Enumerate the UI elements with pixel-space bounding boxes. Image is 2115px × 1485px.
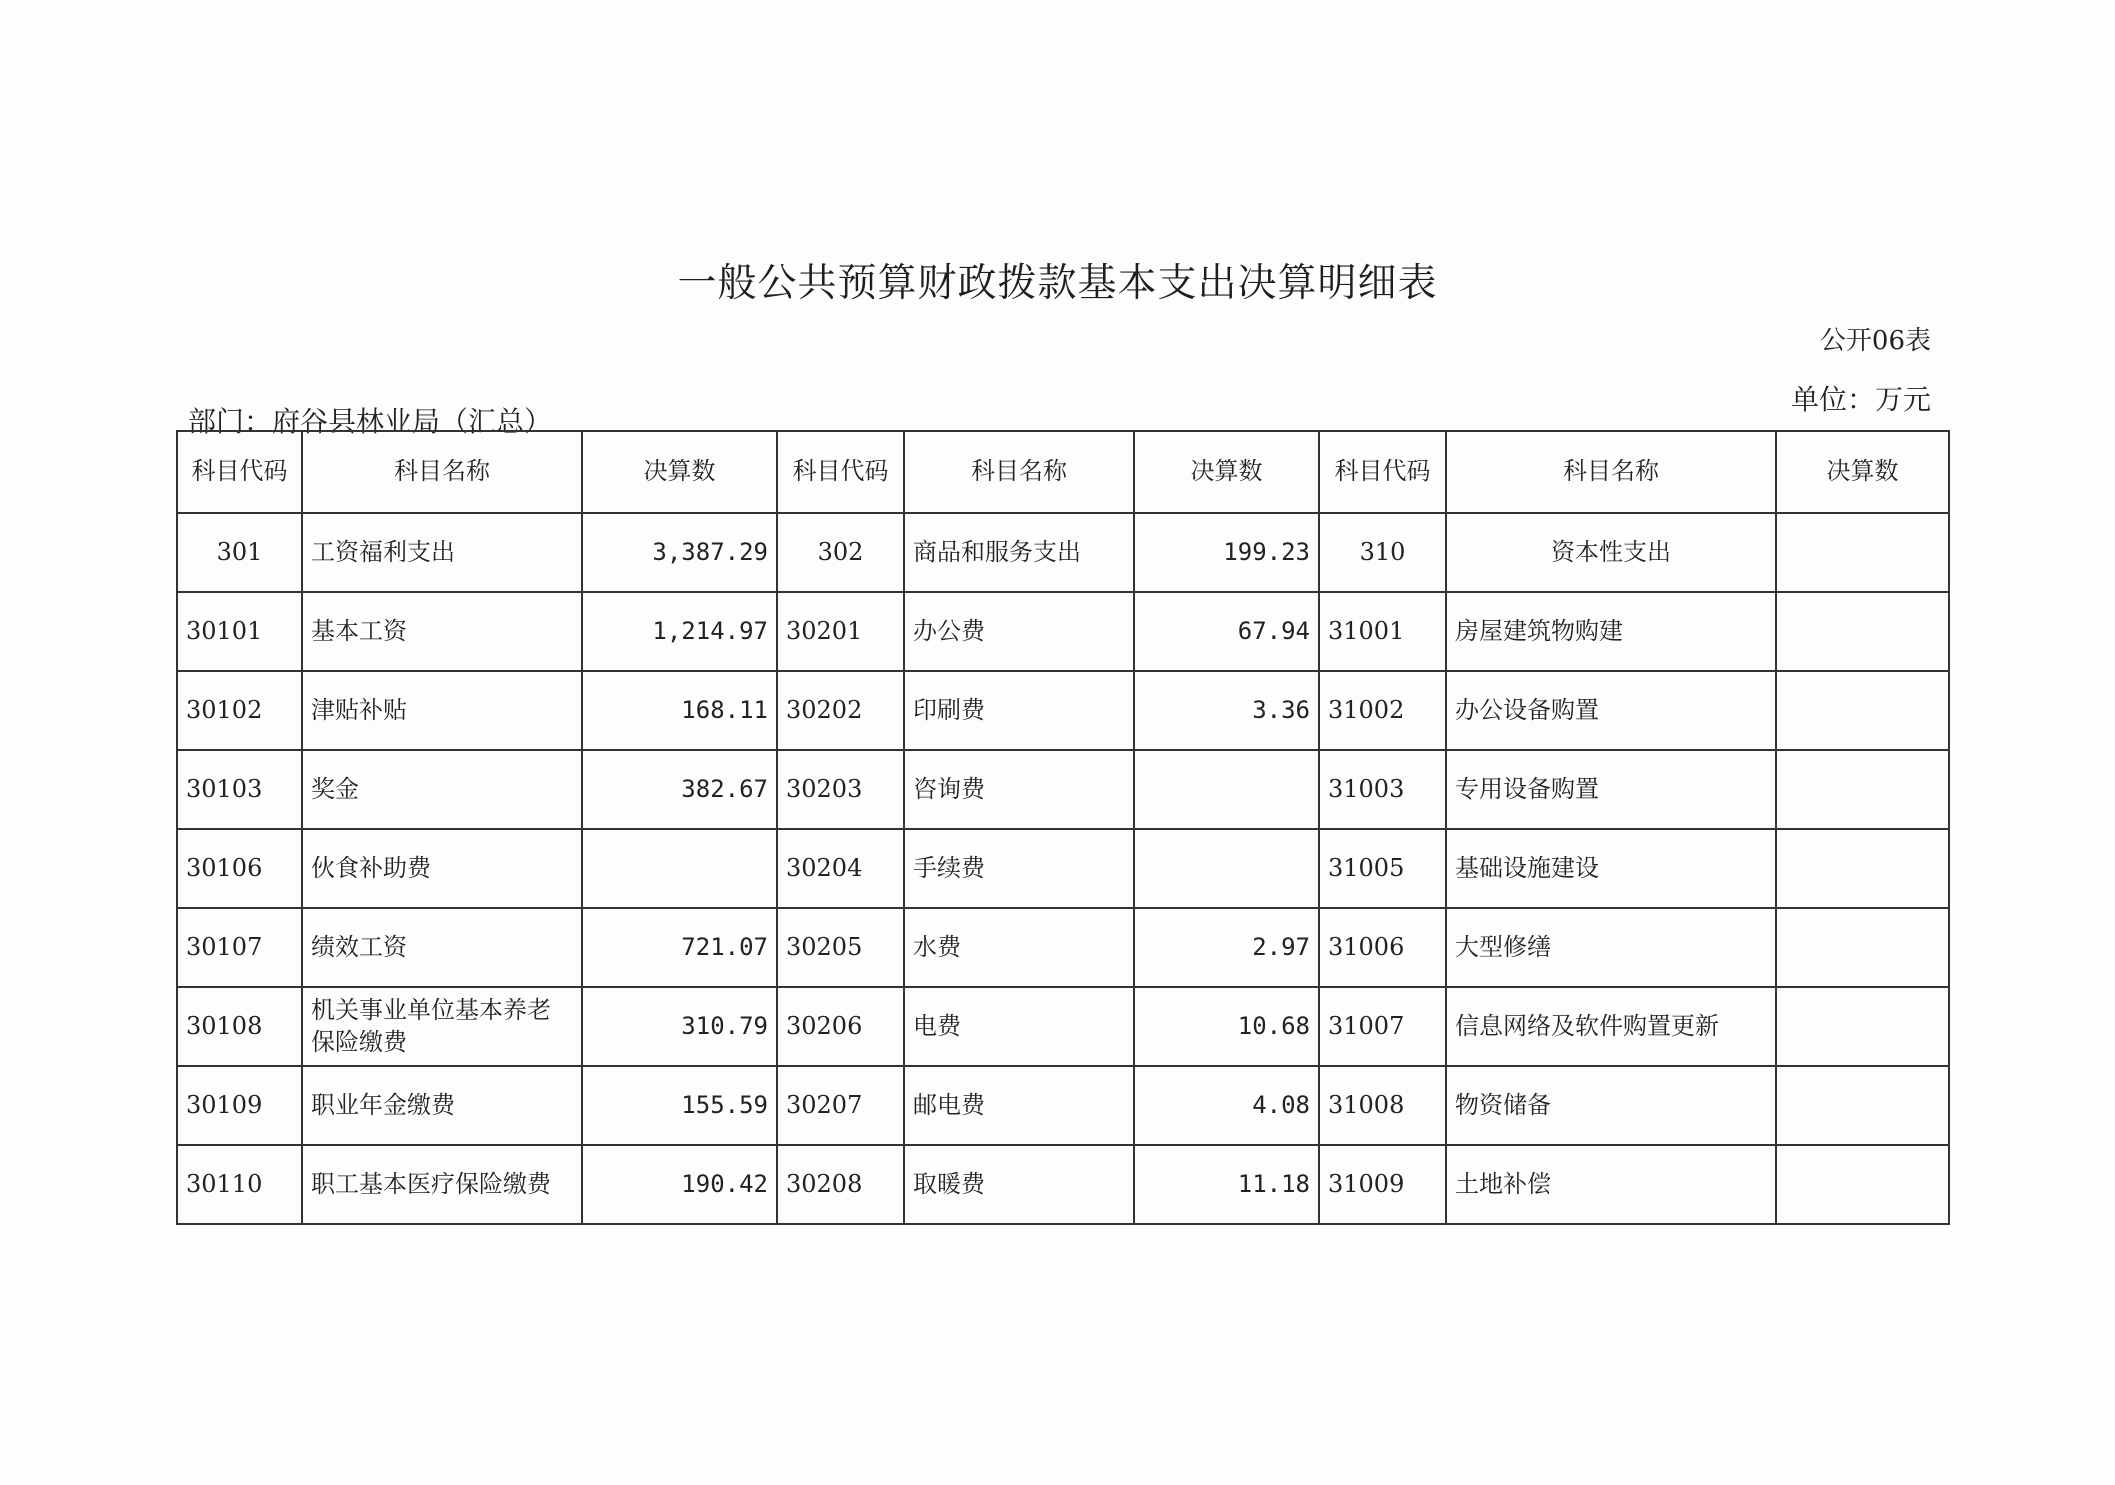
header-name-1: 科目名称 (302, 431, 582, 513)
code-cell: 31002 (1319, 671, 1446, 750)
amount-cell: 199.23 (1134, 513, 1319, 592)
amount-cell (1776, 671, 1949, 750)
name-cell: 工资福利支出 (302, 513, 582, 592)
name-cell: 土地补偿 (1446, 1145, 1776, 1224)
name-cell: 水费 (904, 908, 1134, 987)
amount-cell: 3,387.29 (582, 513, 777, 592)
amount-cell (1776, 750, 1949, 829)
name-cell: 基本工资 (302, 592, 582, 671)
amount-cell: 3.36 (1134, 671, 1319, 750)
amount-cell: 382.67 (582, 750, 777, 829)
name-cell: 大型修缮 (1446, 908, 1776, 987)
table-row (177, 1145, 1949, 1224)
table-header-row (177, 431, 1949, 513)
code-cell: 30101 (177, 592, 302, 671)
code-cell: 30208 (777, 1145, 904, 1224)
name-cell: 印刷费 (904, 671, 1134, 750)
amount-cell: 67.94 (1134, 592, 1319, 671)
code-cell: 31001 (1319, 592, 1446, 671)
header-name-2: 科目名称 (904, 431, 1134, 513)
amount-cell (1776, 592, 1949, 671)
code-cell: 31009 (1319, 1145, 1446, 1224)
name-cell: 咨询费 (904, 750, 1134, 829)
code-cell: 30207 (777, 1066, 904, 1145)
unit-label: 单位：万元 (1790, 383, 1931, 416)
name-cell: 专用设备购置 (1446, 750, 1776, 829)
name-cell: 邮电费 (904, 1066, 1134, 1145)
document-title: 一般公共预算财政拨款基本支出决算明细表 (677, 261, 1438, 306)
name-cell: 物资储备 (1446, 1066, 1776, 1145)
amount-cell: 721.07 (582, 908, 777, 987)
name-cell: 奖金 (302, 750, 582, 829)
amount-cell: 168.11 (582, 671, 777, 750)
amount-cell: 310.79 (582, 987, 777, 1066)
code-cell: 31003 (1319, 750, 1446, 829)
code-cell: 31008 (1319, 1066, 1446, 1145)
amount-cell (1776, 1066, 1949, 1145)
name-cell: 职业年金缴费 (302, 1066, 582, 1145)
code-cell: 31005 (1319, 829, 1446, 908)
amount-cell (1134, 829, 1319, 908)
name-cell: 商品和服务支出 (904, 513, 1134, 592)
amount-cell (1776, 987, 1949, 1066)
name-cell: 职工基本医疗保险缴费 (302, 1145, 582, 1224)
name-cell: 基础设施建设 (1446, 829, 1776, 908)
code-cell: 30109 (177, 1066, 302, 1145)
amount-cell: 155.59 (582, 1066, 777, 1145)
name-cell: 取暖费 (904, 1145, 1134, 1224)
code-cell: 31007 (1319, 987, 1446, 1066)
name-cell: 津贴补贴 (302, 671, 582, 750)
name-cell: 伙食补助费 (302, 829, 582, 908)
amount-cell (582, 829, 777, 908)
name-cell: 房屋建筑物购建 (1446, 592, 1776, 671)
table-row (177, 513, 1949, 592)
name-cell: 电费 (904, 987, 1134, 1066)
form-number: 公开06表 (1819, 326, 1931, 356)
amount-cell: 10.68 (1134, 987, 1319, 1066)
amount-cell: 4.08 (1134, 1066, 1319, 1145)
amount-cell: 2.97 (1134, 908, 1319, 987)
code-cell: 301 (177, 513, 302, 592)
department-label: 部门：府谷县林业局（汇总） (188, 405, 553, 438)
table-row (177, 671, 1949, 750)
code-cell: 30204 (777, 829, 904, 908)
table-row (177, 987, 1949, 1066)
header-code-2: 科目代码 (777, 431, 904, 513)
table-row (177, 908, 1949, 987)
table-row (177, 750, 1949, 829)
code-cell: 30107 (177, 908, 302, 987)
code-cell: 30102 (177, 671, 302, 750)
name-cell: 信息网络及软件购置更新 (1446, 987, 1776, 1066)
code-cell: 310 (1319, 513, 1446, 592)
amount-cell: 1,214.97 (582, 592, 777, 671)
amount-cell: 190.42 (582, 1145, 777, 1224)
name-cell: 办公费 (904, 592, 1134, 671)
name-cell: 资本性支出 (1446, 513, 1776, 592)
code-cell: 30201 (777, 592, 904, 671)
code-cell: 302 (777, 513, 904, 592)
amount-cell (1776, 908, 1949, 987)
table-row (177, 829, 1949, 908)
code-cell: 30108 (177, 987, 302, 1066)
name-cell: 机关事业单位基本养老保险缴费 (302, 987, 582, 1066)
code-cell: 30103 (177, 750, 302, 829)
amount-cell (1776, 829, 1949, 908)
header-code-1: 科目代码 (177, 431, 302, 513)
amount-cell (1134, 750, 1319, 829)
code-cell: 30202 (777, 671, 904, 750)
name-cell: 手续费 (904, 829, 1134, 908)
header-name-3: 科目名称 (1446, 431, 1776, 513)
code-cell: 31006 (1319, 908, 1446, 987)
code-cell: 30206 (777, 987, 904, 1066)
code-cell: 30205 (777, 908, 904, 987)
amount-cell (1776, 1145, 1949, 1224)
table-row (177, 592, 1949, 671)
code-cell: 30110 (177, 1145, 302, 1224)
header-code-3: 科目代码 (1319, 431, 1446, 513)
header-amount-3: 决算数 (1776, 431, 1949, 513)
name-cell: 绩效工资 (302, 908, 582, 987)
code-cell: 30106 (177, 829, 302, 908)
header-amount-1: 决算数 (582, 431, 777, 513)
name-cell: 办公设备购置 (1446, 671, 1776, 750)
header-amount-2: 决算数 (1134, 431, 1319, 513)
table-row (177, 1066, 1949, 1145)
budget-table (176, 430, 1950, 1225)
amount-cell: 11.18 (1134, 1145, 1319, 1224)
amount-cell (1776, 513, 1949, 592)
code-cell: 30203 (777, 750, 904, 829)
